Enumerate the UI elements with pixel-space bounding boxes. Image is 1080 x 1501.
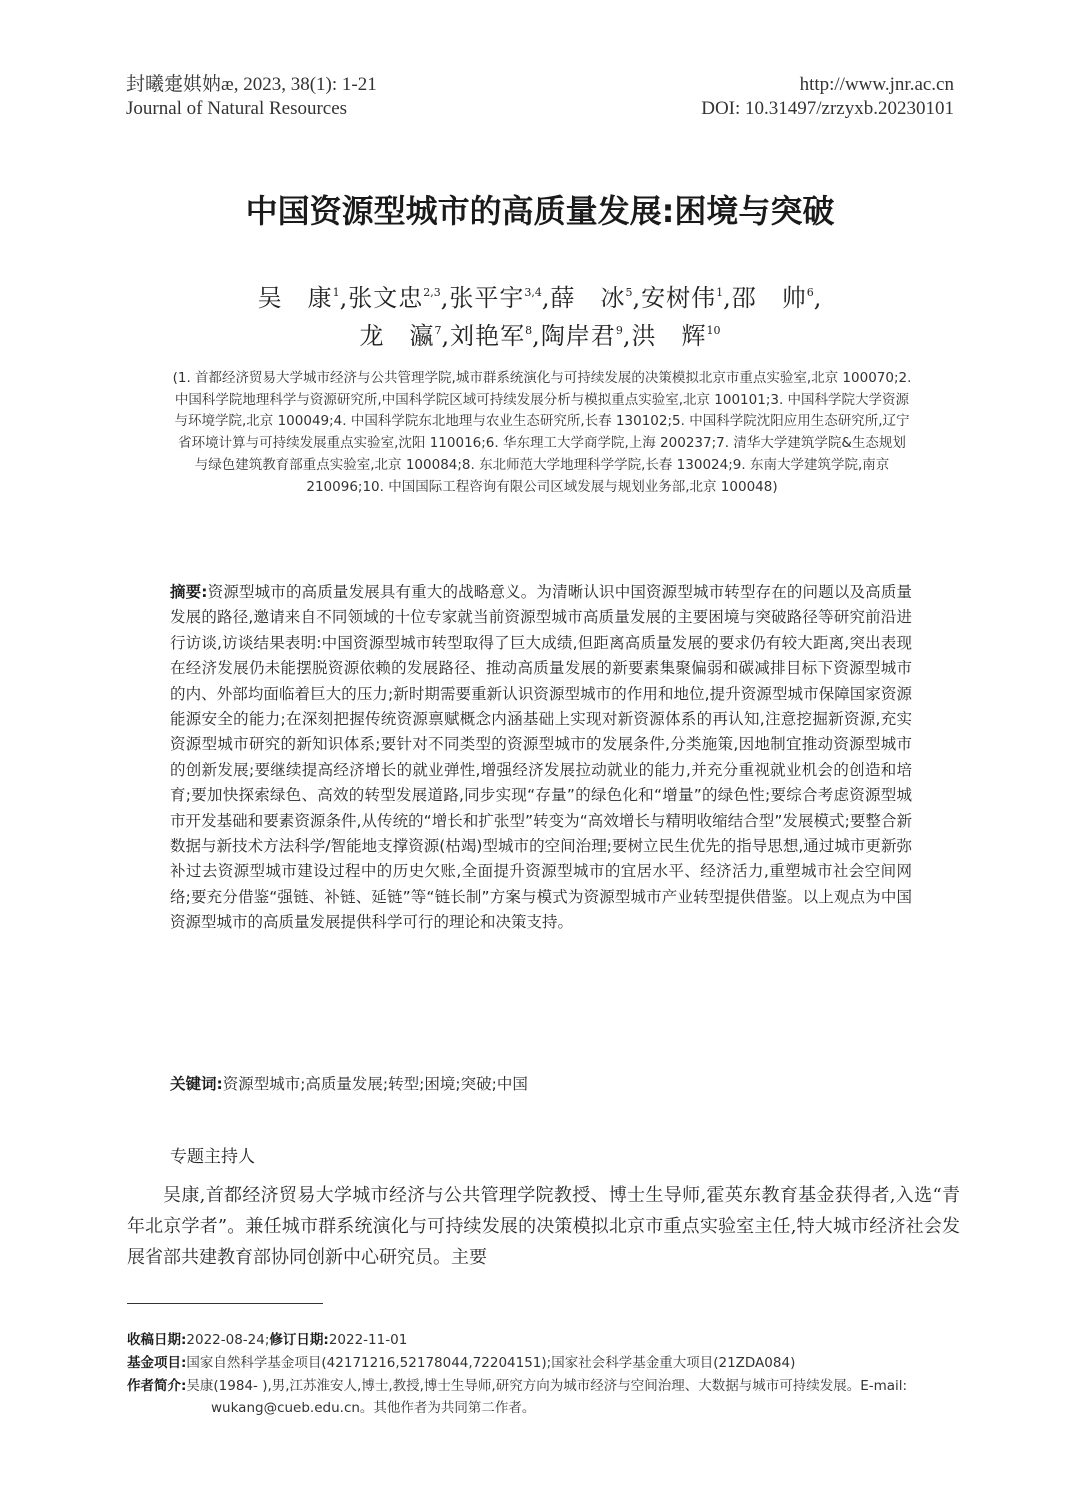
author: 安树伟$^1$,	[641, 284, 732, 312]
revised-label: 修订日期:	[269, 1332, 329, 1348]
abstract	[170, 580, 912, 936]
author-line-2	[0, 314, 1080, 353]
author: 吴 康$^1$,	[257, 284, 349, 312]
journal-name-cn: 封曦疐娸妠æ	[126, 74, 234, 95]
author: 刘艳军$^8$,	[450, 322, 541, 350]
author: 薛 冰$^5$,	[550, 284, 642, 312]
author-line-1	[0, 276, 1080, 315]
fund-text: 国家自然科学基金项目(42171216,52178044,72204151);国家社会科学基金重大项目(21ZDA084)	[186, 1355, 796, 1371]
received-label: 收稿日期:	[127, 1332, 187, 1348]
doi[interactable]: DOI: 10.31497/zrzyxb.20230101	[701, 98, 954, 119]
author: 邵 帅$^6$,	[731, 284, 823, 312]
journal-name-en: Journal of Natural Resources	[126, 98, 348, 119]
journal-url[interactable]: http://www.jnr.ac.cn	[799, 74, 954, 95]
footnote-divider	[127, 1303, 323, 1304]
keywords	[170, 1072, 912, 1097]
footnote-fund	[127, 1352, 1046, 1374]
bio-text: 吴康(1984- ),男,江苏淮安人,博士,教授,博士生导师,研究方向为城市经济与空间治理、大数据与城市可持续发展。E-mail: wukang@cueb.edu.cn。其他作者为共同第二作者。	[186, 1378, 908, 1416]
abstract-text: 资源型城市的高质量发展具有重大的战略意义。为清晰认识中国资源型城市转型存在的问题以及高质量发展的路径,邀请来自不同领域的十位专家就当前资源型城市高质量发展的主要困境与突破路径等研究前沿进行访谈,访谈结果表明:中国资源型城市转型取得了巨大成绩,但距离高质量发展的要求仍有较大距离,突出表现在经济发展仍未能摆脱资源依赖的发展路径、推动高质量发展的新要素集聚偏弱和碳减排目标下资源型城市的内、外部均面临着巨大的压力;新时期需要重新认识资源型城市的作用和地位,提升资源型城市保障国家资源能源安全的能力;在深刻把握传统资源禀赋概念内涵基础上实现对新资源体系的再认知,注意挖掘新资源,充实资源型城市研究的新知识体系;要针对不同类型的资源型城市的发展条件,分类施策,因地制宜推动资源型城市的创新发展;要继续提高经济增长的就业弹性,增强经济发展拉动就业的能力,并充分重视就业机会的创造和培育;要加快探索绿色、高效的转型发展道路,同步实现“存量”的绿色化和“增量”的绿色性;要综合考虑资源型城市开发基础和要素资源条件,从传统的“增长和扩张型”转变为“高效增长与精明收缩结合型”发展模式;要整合新数据与新技术方法科学/智能地支撑资源(枯竭)型城市的空间治理;要树立民生优先的指导思想,通过城市更新弥补过去资源型城市建设过程中的历史欠账,全面提升资源型城市的宜居水平、经济活力,重塑城市社会空间网络;要充分借鉴“强链、补链、延链”等“链长制”方案与模式为资源型城市产业转型提供借鉴。以上观点为中国资源型城市的高质量发展提供科学可行的理论和决策支持。	[170, 583, 912, 932]
author: 张平宇$^{3,4}$,	[449, 284, 551, 312]
author: 张文忠$^{2,3}$,	[348, 284, 450, 312]
author: 龙 瀛$^7$,	[359, 322, 451, 350]
keywords-text: 资源型城市;高质量发展;转型;困境;突破;中国	[222, 1075, 528, 1093]
author: 洪 辉$^{10}$	[631, 322, 721, 350]
received-date: 2022-08-24;	[186, 1332, 270, 1348]
fund-label: 基金项目:	[127, 1355, 187, 1371]
abstract-label: 摘要:	[170, 583, 208, 601]
journal-citation	[126, 72, 377, 98]
keywords-label: 关键词:	[170, 1075, 223, 1093]
bio-label: 作者简介:	[127, 1378, 187, 1394]
footnote-bio	[127, 1375, 1046, 1419]
revised-date: 2022-11-01	[328, 1332, 408, 1348]
paper-title: 中国资源型城市的高质量发展:困境与突破	[245, 192, 835, 230]
host-paragraph: 吴康,首都经济贸易大学城市经济与公共管理学院教授、博士生导师,霍英东教育基金获得者,入选“青年北京学者”。兼任城市群系统演化与可持续发展的决策模拟北京市重点实验室主任,特大城市经济社会发展省部共建教育部协同创新中心研究员。主要	[127, 1185, 960, 1268]
host-heading: 专题主持人	[170, 1147, 255, 1167]
footnote-dates	[127, 1329, 962, 1351]
author: 陶岸君$^9$,	[540, 322, 632, 350]
affiliations: (1. 首都经济贸易大学城市经济与公共管理学院,城市群系统演化与可持续发展的决策模拟北京市重点实验室,北京 100070;2. 中国科学院地理科学与资源研究所,中国科学院区域可持续发展分析与模拟重点实验室,北京 100101;3. 中国科学院大学资源与环境学院,北京 100049;4. 中国科学院东北地理与农业生态研究所,长春 130102;5. 中国科学院沈阳应用生态研究所,辽宁省环境计算与可持续发展重点实验室,沈阳 110016;6. 华东理工大学商学院,上海 200237;7. 清华大学建筑学院&生态规划与绿色建筑教育部重点实验室,北京 100084;8. 东北师范大学地理科学学院,长春 130024;9. 东南大学建筑学院,南京 210096;10. 中国国际工程咨询有限公司区域发展与规划业务部,北京 100048)	[172, 370, 912, 495]
citation: , 2023, 38(1): 1-21	[233, 74, 377, 95]
